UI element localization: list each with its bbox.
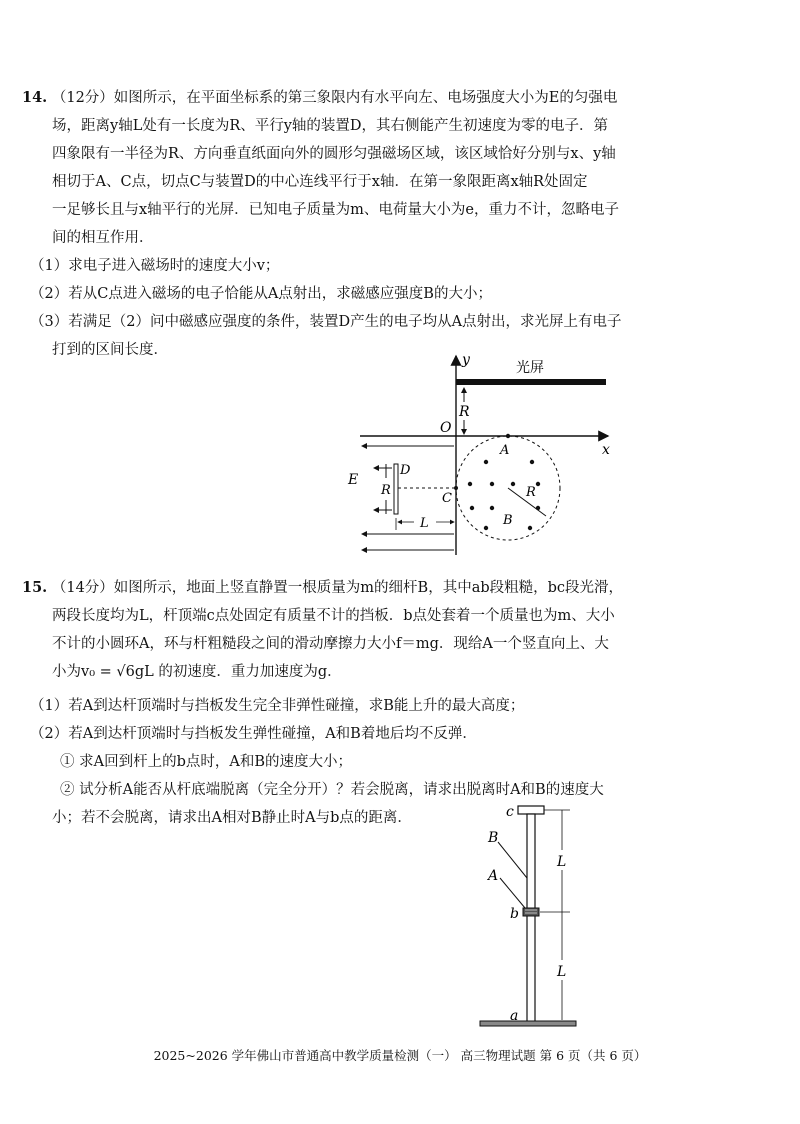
q14-intro-3: 四象限有一半径为R、方向垂直纸面向外的圆形匀强磁场区域，该区域恰好分别与x、y轴 <box>52 146 616 162</box>
c-label: c <box>506 804 514 820</box>
q15-intro-3: 不计的小圆环A，环与杆粗糙段之间的滑动摩擦力大小f＝mg．现给A一个竖直向上、大 <box>52 636 609 652</box>
q15-line-1 <box>22 578 623 598</box>
top-baffle <box>518 806 544 814</box>
x-axis-label: x <box>602 442 610 458</box>
q14-intro-4: 相切于A、C点，切点C与装置D的中心连线平行于x轴．在第一象限距离x轴R处固定 <box>52 174 588 190</box>
rod-b <box>527 814 535 1022</box>
q15-number: 15. <box>22 579 48 596</box>
ring-a <box>523 908 539 916</box>
a-pointer <box>500 878 525 908</box>
q14-figure <box>340 350 630 565</box>
q14-part-1: （1）求电子进入磁场时的速度大小v； <box>30 258 280 274</box>
electric-field-lines <box>362 446 454 550</box>
l-bottom-label: L <box>557 964 567 980</box>
screen-label: 光屏 <box>516 360 544 376</box>
ground <box>480 1021 576 1026</box>
q15-figure <box>470 800 590 1032</box>
q14-part-2: （2）若从C点进入磁场的电子恰能从A点射出，求磁感应强度B的大小； <box>30 286 492 302</box>
q14-part-3: （3）若满足（2）问中磁感应强度的条件，装置D产生的电子均从A点射出，求光屏上有电子 <box>30 314 622 330</box>
q14-part-3-cont: 打到的区间长度． <box>52 342 168 358</box>
q15-part-2: （2）若A到达杆顶端时与挡板发生弹性碰撞，A和B着地后均不反弹． <box>30 726 477 742</box>
device-d <box>394 464 398 514</box>
point-c <box>454 486 458 490</box>
q15-intro-2: 两段长度均为L，杆顶端c点处固定有质量不计的挡板．b点处套着一个质量也为m、大小 <box>52 608 615 624</box>
q14-intro-5: 一足够长且与x轴平行的光屏．已知电子质量为m、电荷量大小为e，重力不计，忽略电子 <box>52 202 620 218</box>
l-dimension-label: L <box>420 516 429 531</box>
l-top-label: L <box>557 854 567 870</box>
b-pointer <box>498 842 527 878</box>
q15-intro-4: 小为v₀ = √6gL 的初速度．重力加速度为g． <box>52 664 342 680</box>
y-axis-label: y <box>462 352 470 368</box>
d-length-label: R <box>381 483 391 498</box>
e-field-label: E <box>348 472 359 488</box>
light-screen <box>456 379 606 385</box>
rod-b-label: B <box>488 830 499 846</box>
device-d-label: D <box>400 463 411 478</box>
point-a-label: A <box>500 443 510 458</box>
q14-number: 14. <box>22 89 48 106</box>
origin-label: O <box>440 420 452 436</box>
q15-part-1: （1）若A到达杆顶端时与挡板发生完全非弹性碰撞，求B能上升的最大高度； <box>30 698 525 714</box>
point-c-label: C <box>442 491 452 506</box>
q15-intro-1: 如图所示，地面上竖直静置一根质量为m的细杆B，其中ab段粗糙，bc段光滑， <box>113 580 624 596</box>
q14-points: （12分） <box>51 90 114 106</box>
q15-points: （14分） <box>51 580 114 596</box>
ring-a-label: A <box>488 868 499 884</box>
field-b-label: B <box>503 513 513 528</box>
q14-line-1 <box>22 88 617 108</box>
q14-intro-6: 间的相互作用． <box>52 230 154 246</box>
r-dimension-label: R <box>459 404 470 420</box>
b-point-label: b <box>510 906 519 922</box>
q15-part-2-1: ① 求A回到杆上的b点时，A和B的速度大小； <box>60 754 352 770</box>
q15-part-2-2-cont: 小；若不会脱离，请求出A相对B静止时A与b点的距离． <box>52 810 412 826</box>
radius-label: R <box>526 485 536 500</box>
q14-intro-2: 场，距离y轴L处有一长度为R、平行y轴的装置D，其右侧能产生初速度为零的电子．第 <box>52 118 609 134</box>
q15-part-2-2: ② 试分析A能否从杆底端脱离（完全分开）？若会脱离，请求出脱离时A和B的速度大 <box>60 782 604 798</box>
q14-intro-1: 如图所示，在平面坐标系的第三象限内有水平向左、电场强度大小为E的匀强电 <box>113 90 618 106</box>
page-footer: 2025~2026 学年佛山市普通高中教学质量检测（一） 高三物理试题 第 6 页（共 6 页） <box>153 1048 647 1063</box>
a-point-label: a <box>510 1008 519 1024</box>
